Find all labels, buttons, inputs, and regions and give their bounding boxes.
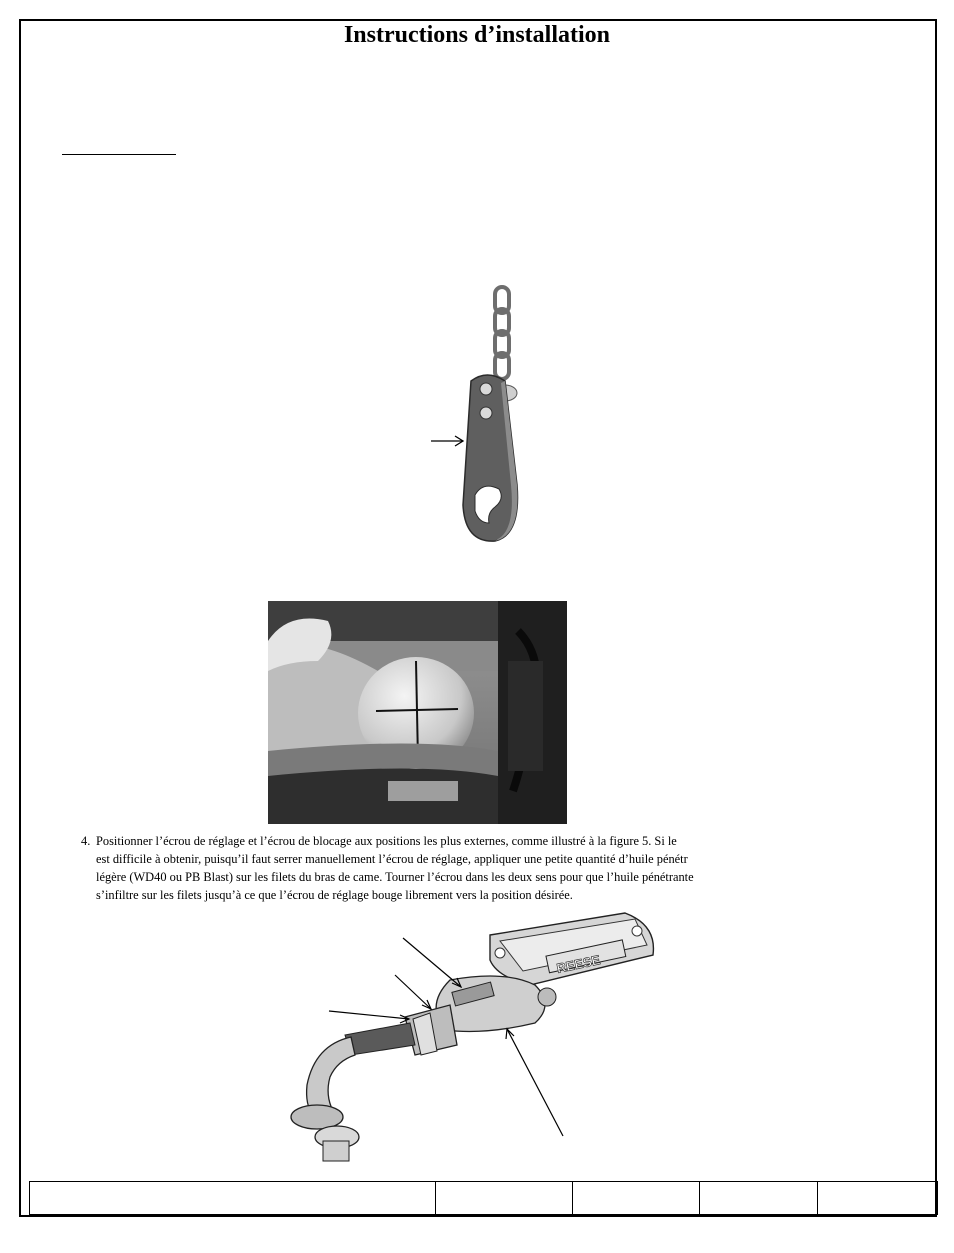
chain-bracket-figure [425, 285, 535, 547]
footer-cell [436, 1182, 573, 1215]
brand-label: REESE [555, 952, 602, 976]
step-text-line: est difficile à obtenir, puisqu’il faut serrer manuellement l’écrou de réglage, appliquer une petite quantité d’huile pénétr [96, 852, 688, 866]
section-heading-underline [62, 154, 176, 155]
reese-bracket-icon [490, 913, 653, 985]
step-number: 4. [81, 834, 91, 848]
step-text-line: légère (WD40 ou PB Blast) sur les filets du bras de came. Tourner l’écrou dans les deux sens pour que l’huile pénétrante [96, 870, 694, 884]
pointer-arrow-icon [431, 436, 463, 446]
step-text-line: Positionner l’écrou de réglage et l’écrou de blocage aux positions les plus externes, comme illustré à la figure 5. Si le [96, 834, 677, 848]
step-text-line: s’infiltre sur les filets jusqu’à ce que l’écrou de réglage bouge librement vers la position désirée. [96, 888, 573, 902]
page-title: Instructions d’installation [343, 22, 611, 48]
chain-icon [495, 287, 509, 379]
footer-row [30, 1182, 938, 1215]
footer-table [29, 1181, 938, 1215]
footer-cell [573, 1182, 700, 1215]
cam-arm-figure [285, 905, 670, 1170]
footer-cell [700, 1182, 818, 1215]
cam-arm-icon [291, 976, 556, 1161]
hitch-ball-photo [268, 601, 567, 824]
footer-cell [818, 1182, 938, 1215]
footer-cell [30, 1182, 436, 1215]
step-4 [81, 832, 841, 904]
